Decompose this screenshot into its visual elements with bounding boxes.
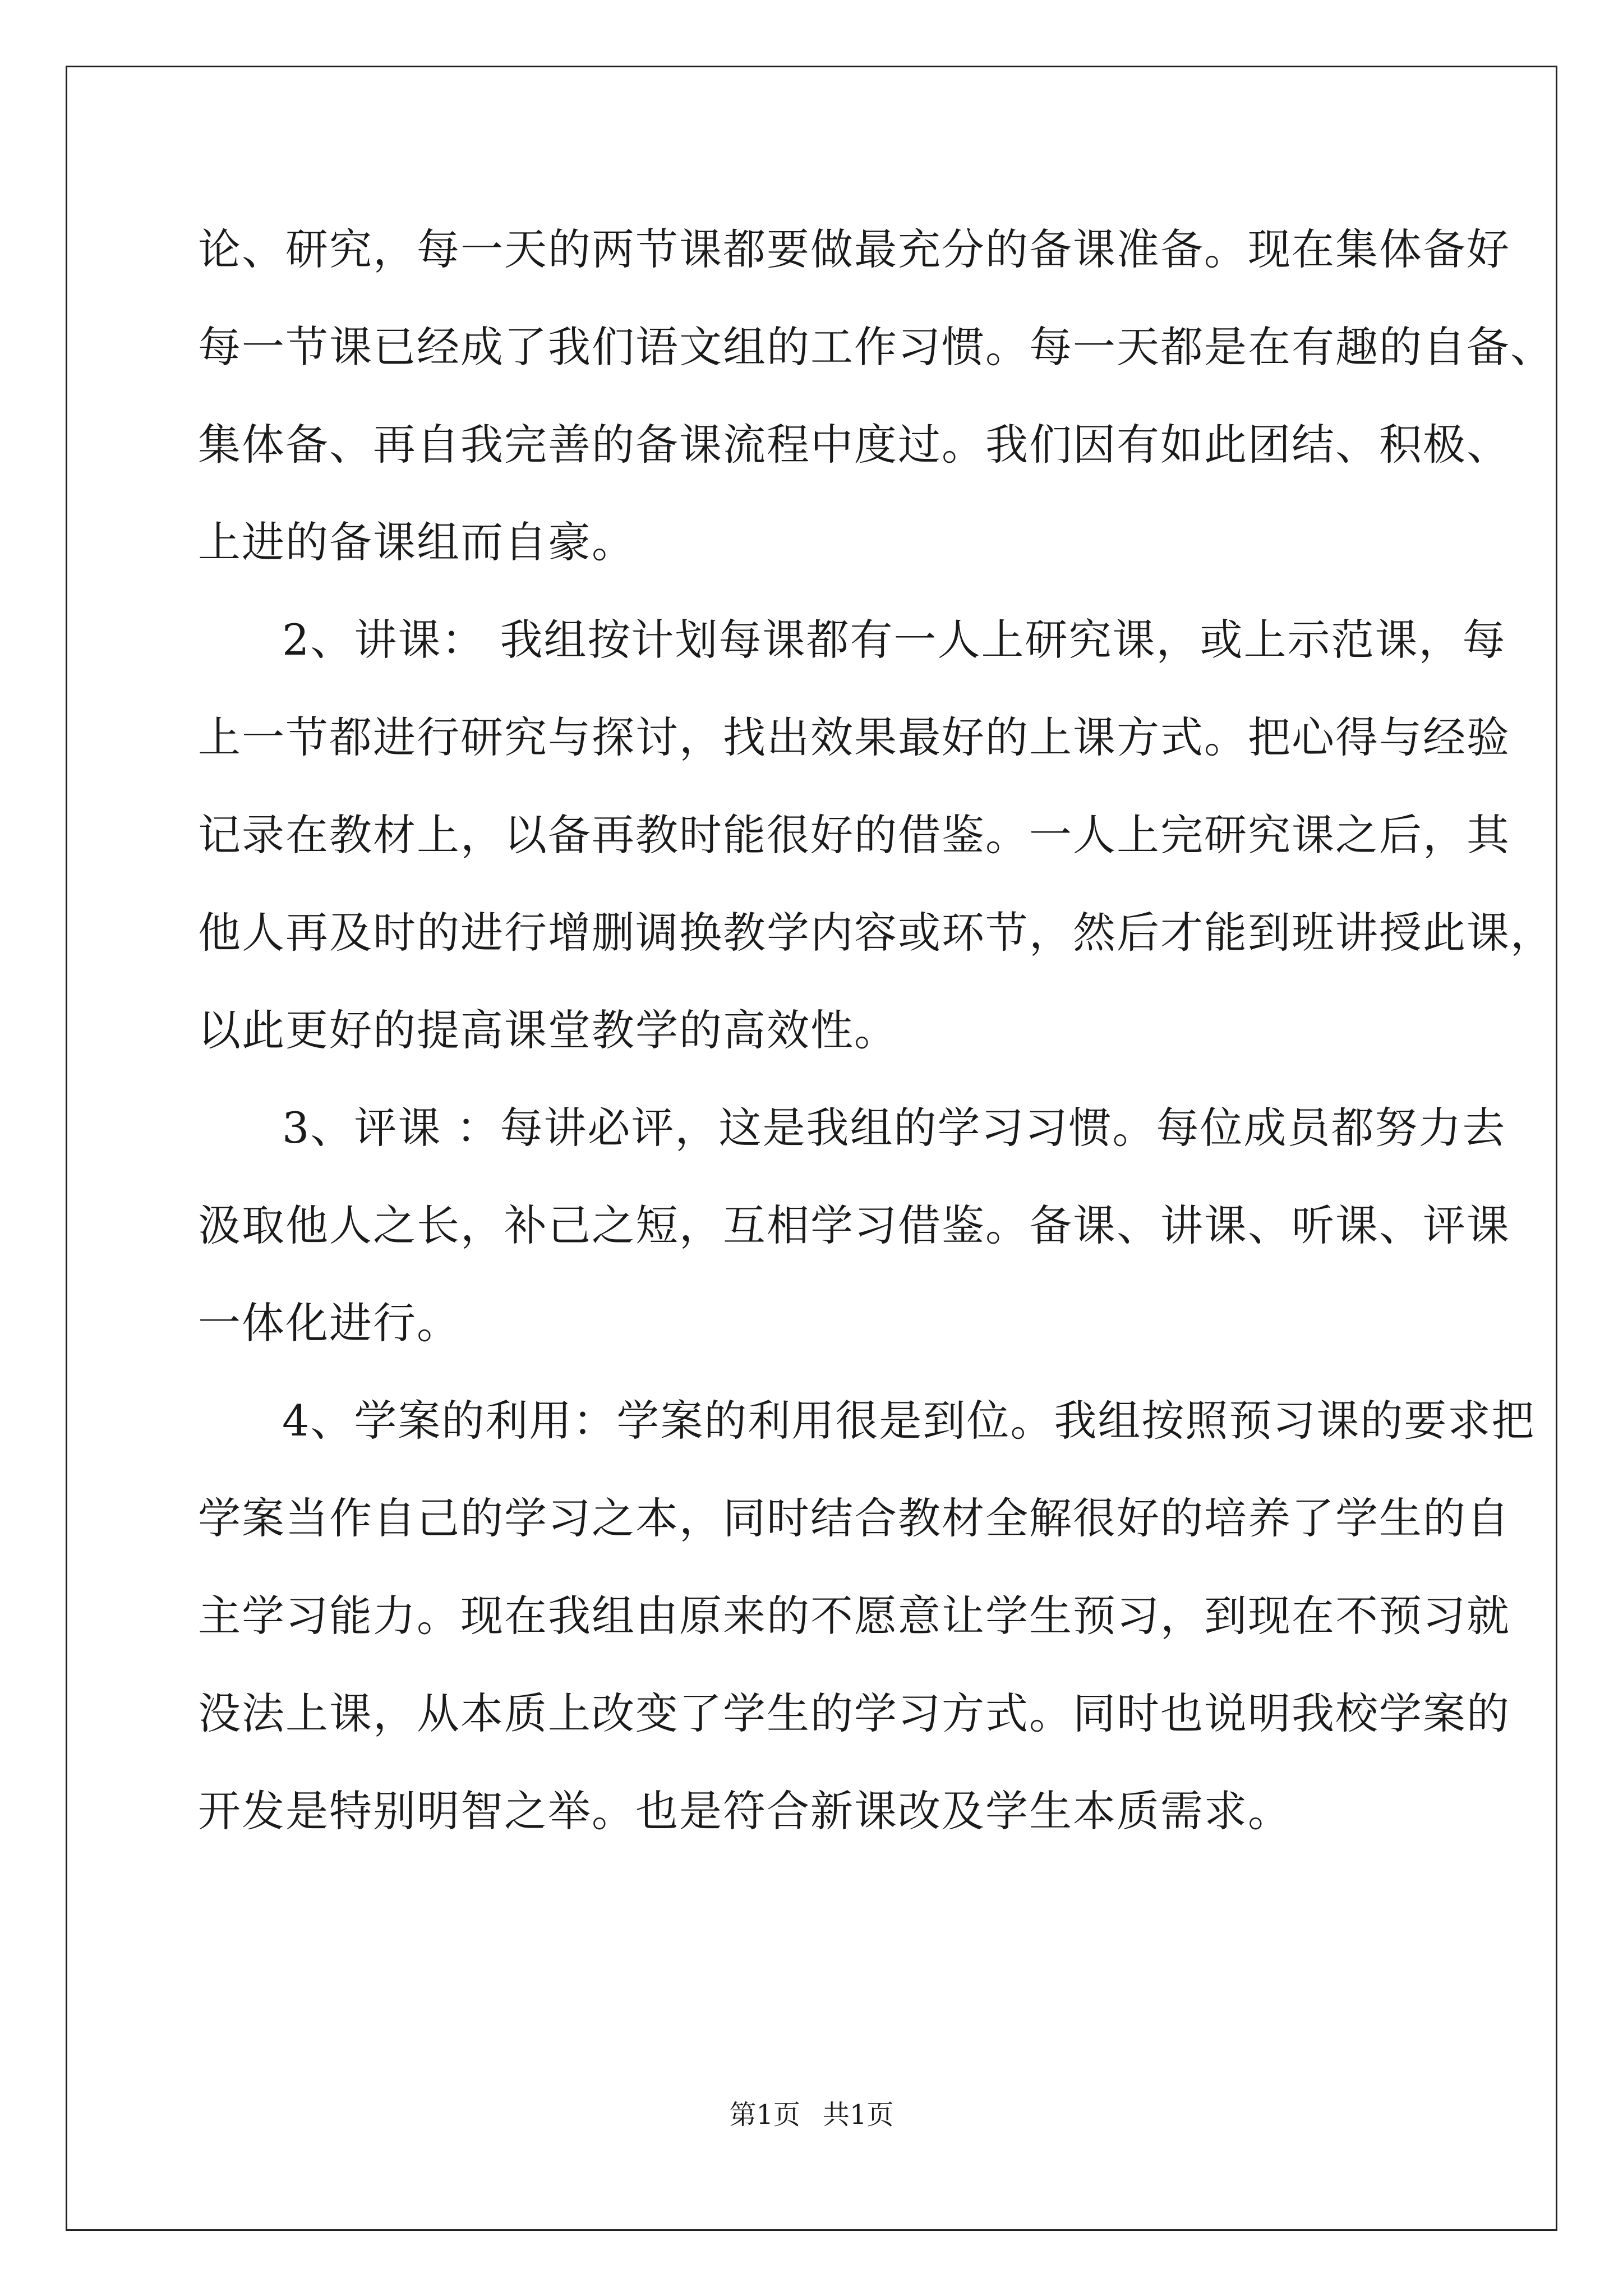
document-body xyxy=(198,222,1554,1881)
text-line: 上进的备课组而自豪。 xyxy=(198,517,635,567)
paragraph-start-line: 2、讲课： 我组按计划每课都有一人上研究课，或上示范课，每 xyxy=(282,615,1506,665)
text-line: 集体备、再自我完善的备课流程中度过。我们因有如此团结、积极、 xyxy=(198,420,1510,470)
text-line: 记录在教材上，以备再教时能很好的借鉴。一人上完研究课之后，其 xyxy=(198,810,1510,860)
page-number: 第1页 xyxy=(729,2099,800,2131)
text-line: 汲取他人之长，补己之短，互相学习借鉴。备课、讲课、听课、评课 xyxy=(198,1200,1510,1250)
text-line: 开发是特别明智之举。也是符合新课改及学生本质需求。 xyxy=(198,1786,1292,1836)
text-line: 上一节都进行研究与探讨，找出效果最好的上课方式。把心得与经验 xyxy=(198,712,1510,762)
text-line: 以此更好的提高课堂教学的高效性。 xyxy=(198,1005,898,1055)
text-line: 论、研究，每一天的两节课都要做最充分的备课准备。现在集体备好 xyxy=(198,224,1510,274)
paragraph-start-line: 3、评课 ：每讲必评，这是我组的学习习惯。每位成员都努力去 xyxy=(282,1103,1506,1153)
paragraph-start-line: 4、学案的利用：学案的利用很是到位。我组按照预习课的要求把 xyxy=(282,1396,1536,1446)
page-total: 共1页 xyxy=(823,2099,894,2131)
text-line: 一体化进行。 xyxy=(198,1298,460,1348)
text-line: 主学习能力。现在我组由原来的不愿意让学生预习，到现在不预习就 xyxy=(198,1591,1510,1641)
page-footer xyxy=(0,2098,1623,2132)
text-line: 没法上课，从本质上改变了学生的学习方式。同时也说明我校学案的 xyxy=(198,1688,1510,1738)
text-line: 每一节课已经成了我们语文组的工作习惯。每一天都是在有趣的自备、 xyxy=(198,322,1554,372)
text-line: 学案当作自己的学习之本，同时结合教材全解很好的培养了学生的自 xyxy=(198,1493,1510,1543)
text-line: 他人再及时的进行增删调换教学内容或环节，然后才能到班讲授此课， xyxy=(198,908,1554,958)
